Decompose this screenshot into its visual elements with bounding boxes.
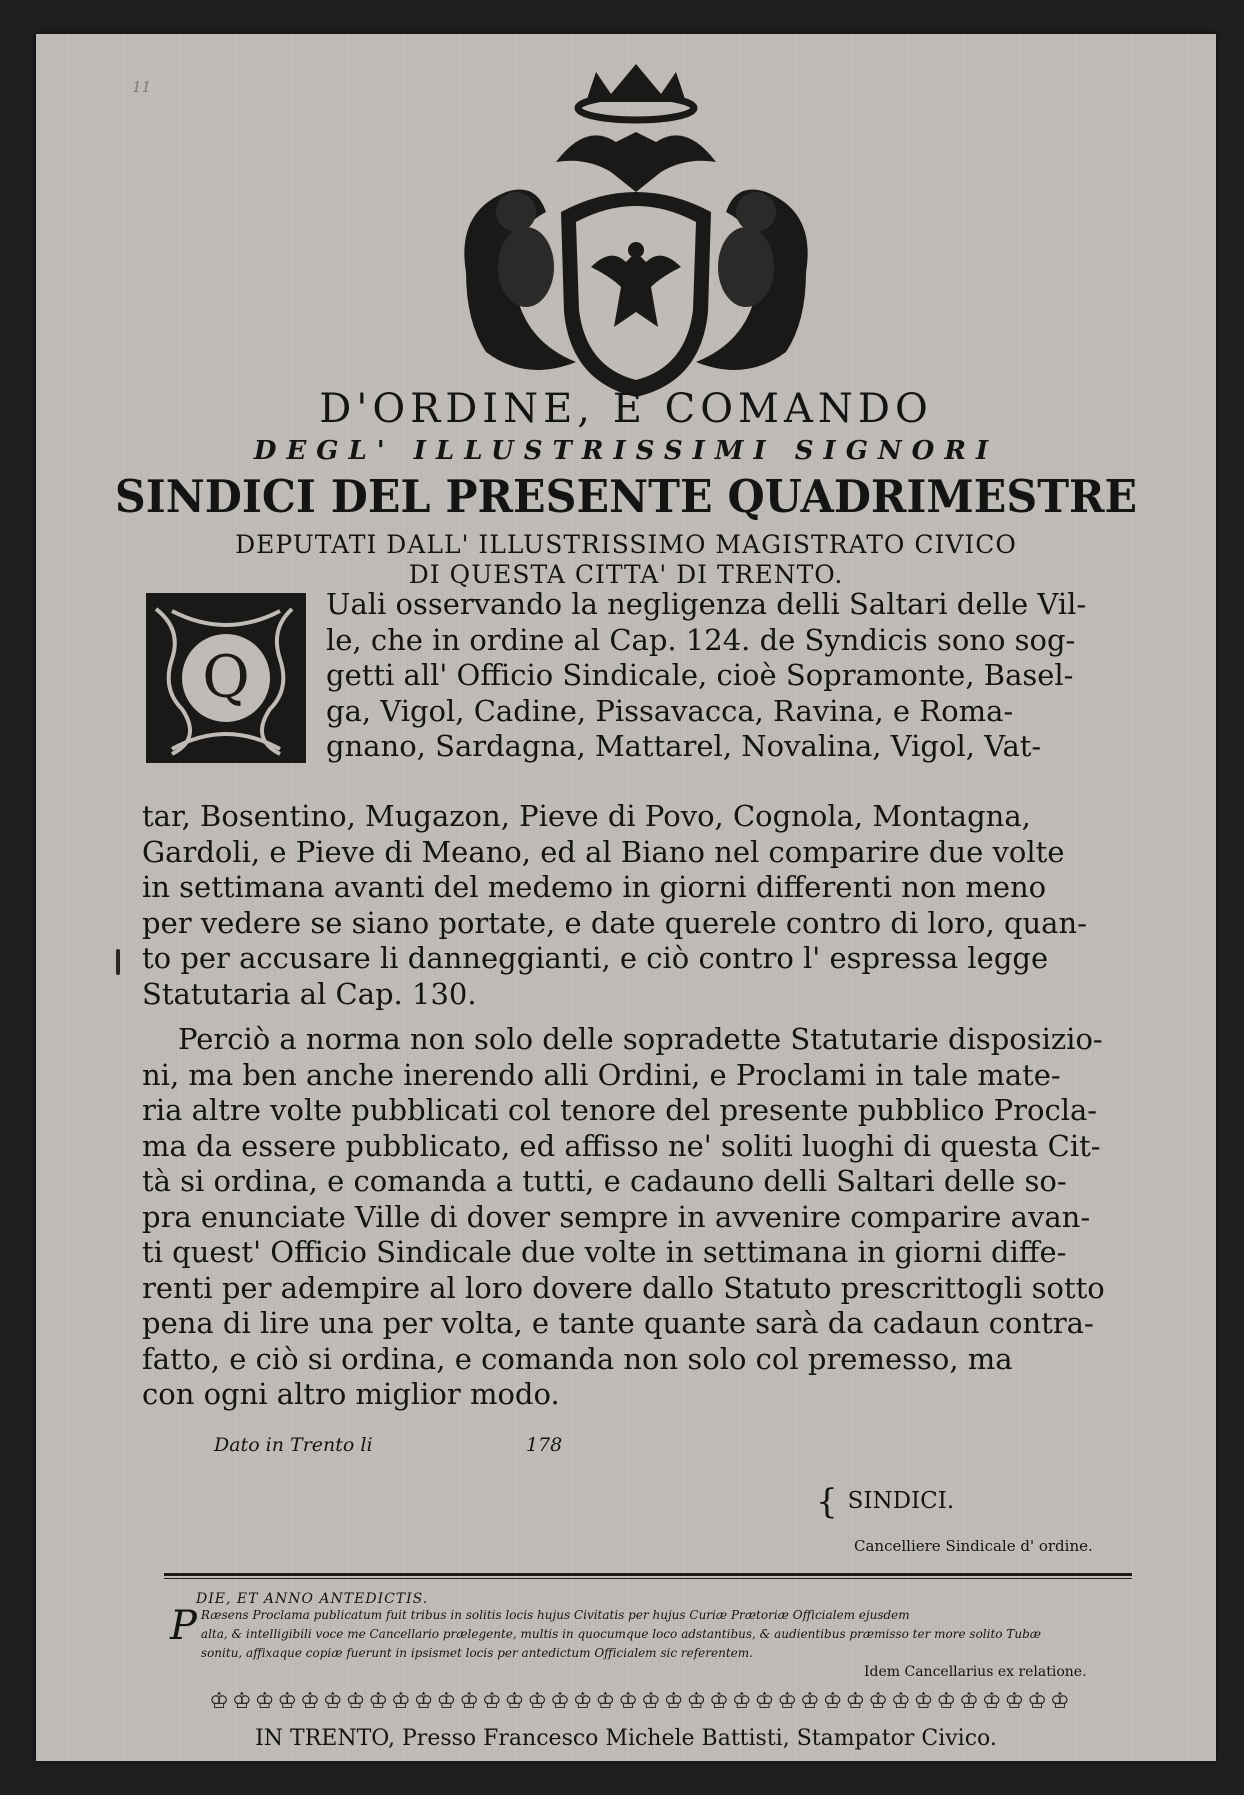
text-line: fatto, e ciò si ordina, e comanda non solo col premesso, ma xyxy=(142,1341,1013,1376)
heading-line-4 xyxy=(36,530,1216,590)
text-line: renti per adempire al loro dovere dallo Statuto prescrittogli sotto xyxy=(142,1270,1105,1305)
die-heading: DIE, ET ANNO ANTEDICTIS. xyxy=(196,1591,429,1607)
proclamation-sheet xyxy=(36,34,1216,1761)
heading-line-3: SINDICI DEL PRESENTE QUADRIMESTRE xyxy=(114,470,1138,523)
folio-mark: 11 xyxy=(132,78,152,96)
year-stub: 178 xyxy=(526,1434,563,1456)
text-line: con ogni altro miglior modo. xyxy=(142,1377,560,1411)
latin-line: Ræsens Proclama publicatum fuit tribus in solitis locis hujus Civitatis per hujus Curiæ Prætoriæ Officialem ejusdem xyxy=(200,1608,910,1622)
text-line: in settimana avanti del medemo in giorni differenti non meno xyxy=(142,870,1047,904)
heading-deputati: DEPUTATI DALL' ILLUSTRISSIMO MAGISTRATO CIVICO xyxy=(235,530,1017,559)
paragraph-2 xyxy=(142,1022,1172,1413)
divider-rule-thin xyxy=(164,1578,1132,1579)
text-line: Uali osservando la negligenza delli Saltari delle Vil- xyxy=(326,587,1087,621)
text-line: ni, ma ben anche inerendo alli Ordini, e Proclami in tale mate- xyxy=(142,1057,1061,1092)
heading-line-2: DEGL' ILLUSTRISSIMI SIGNORI xyxy=(253,436,999,466)
text-line: le, che in ordine al Cap. 124. de Syndicis sono sog- xyxy=(326,622,1076,657)
text-line: per vedere se siano portate, e date querele contro di loro, quan- xyxy=(142,905,1087,940)
text-line: pra enunciate Ville di dover sempre in avvenire comparire avan- xyxy=(142,1199,1091,1234)
sindici-label: SINDICI. xyxy=(847,1488,955,1514)
printer-imprint: IN TRENTO, Presso Francesco Michele Battisti, Stampator Civico. xyxy=(255,1726,997,1751)
text-line: tar, Bosentino, Mugazon, Pieve di Povo, Cognola, Montagna, xyxy=(142,799,1031,833)
text-line: getti all' Officio Sindicale, cioè Sopramonte, Basel- xyxy=(326,658,1074,692)
heading-line-1: D'ORDINE, E COMANDO xyxy=(319,386,933,432)
text-line: ma da essere pubblicato, ed affisso ne' soliti luoghi di questa Cit- xyxy=(142,1128,1101,1163)
signature-sindici xyxy=(816,1482,954,1522)
text-line: pena di lire una per volta, e tante quante sarà da cadaun contra- xyxy=(142,1306,1094,1340)
text-line: Perciò a norma non solo delle sopradette Statutarie disposizio- xyxy=(178,1022,1103,1056)
latin-line: alta, & intelligibili voce me Cancellario prælegente, multis in quocumque loco adstantibus, & audientibus præmisso ter more solito Tubæ xyxy=(200,1627,1042,1641)
latin-initial: P xyxy=(170,1603,197,1649)
idem-cancellarius: Idem Cancellarius ex relatione. xyxy=(864,1664,1087,1680)
initial-letter: Q xyxy=(202,643,250,711)
text-line: ria altre volte pubblicati col tenore del presente pubblico Procla- xyxy=(142,1093,1098,1127)
coat-of-arms-crest xyxy=(446,62,826,412)
margin-mark xyxy=(116,949,120,975)
paragraph-1-rest xyxy=(142,799,1172,1012)
cancelliere-note: Cancelliere Sindicale d' ordine. xyxy=(854,1537,1093,1555)
ornamental-initial xyxy=(142,589,310,767)
date-line: Dato in Trento li xyxy=(214,1434,373,1456)
heading-trento: DI QUESTA CITTA' DI TRENTO. xyxy=(408,560,844,589)
text-line: gnano, Sardagna, Mattarel, Novalina, Vigol, Vat- xyxy=(326,729,1042,763)
text-line: to per accusare li danneggianti, e ciò contro l' espressa legge xyxy=(142,941,1049,975)
text-line: tà si ordina, e comanda a tutti, e cadauno delli Saltari delle so- xyxy=(142,1164,1067,1198)
latin-attestation xyxy=(170,1603,1130,1663)
text-line: ga, Vigol, Cadine, Pissavacca, Ravina, e Roma- xyxy=(326,693,1014,728)
ornament-border: ♔♔♔♔♔♔♔♔♔♔♔♔♔♔♔♔♔♔♔♔♔♔♔♔♔♔♔♔♔♔♔♔♔♔♔♔♔♔ xyxy=(209,1689,1073,1714)
text-line: Gardoli, e Pieve di Meano, ed al Biano nel comparire due volte xyxy=(142,834,1065,869)
text-line: ti quest' Officio Sindicale due volte in settimana in giorni diffe- xyxy=(142,1235,1067,1269)
brace-icon: { xyxy=(816,1482,838,1522)
divider-rule xyxy=(164,1573,1132,1576)
latin-line: sonitu, affixaque copiæ fuerunt in ipsismet locis per antedictum Officialem sic referentem. xyxy=(200,1646,753,1660)
paragraph-1-top xyxy=(326,587,1166,765)
text-line: Statutaria al Cap. 130. xyxy=(142,976,477,1011)
